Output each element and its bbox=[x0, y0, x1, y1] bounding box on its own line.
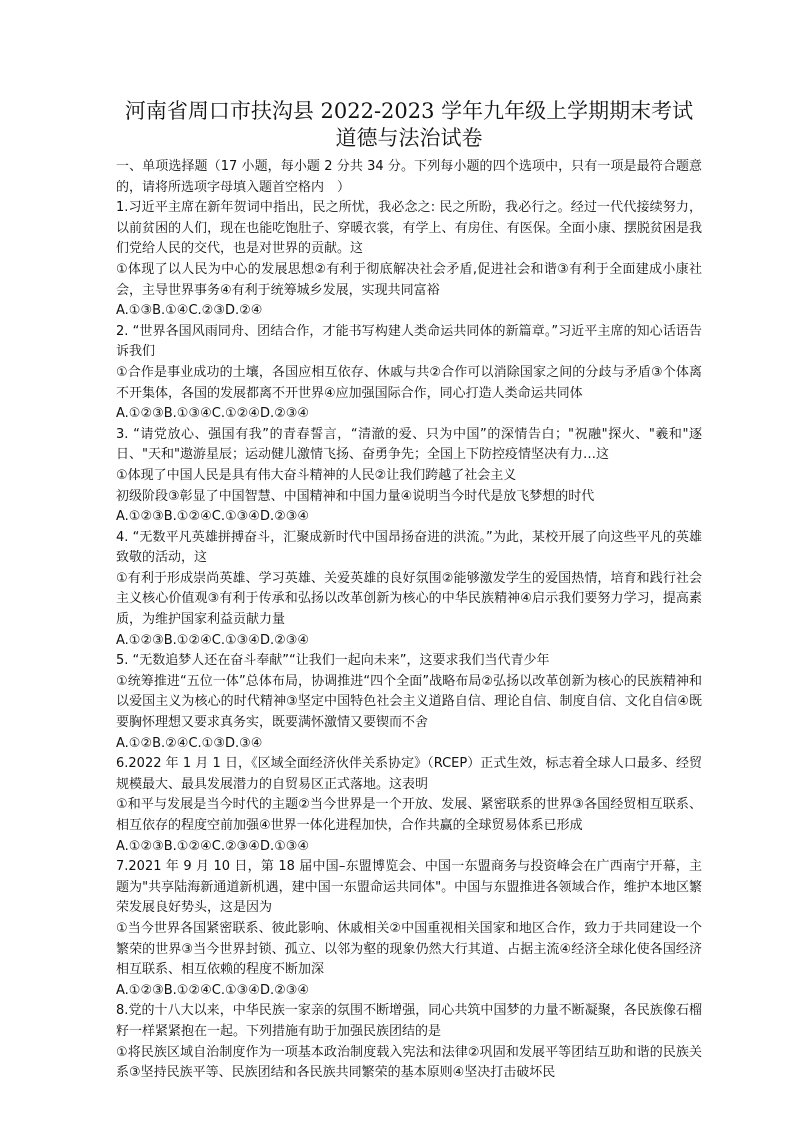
question-2 bbox=[116, 322, 702, 425]
question-statements: ①将民族区域自治制度作为一项基本政治制度载入宪法和法律②巩固和发展平等团结互助和谐的民族关系③坚持民族平等、民族团结和各民族共同繁荣的基本原则④坚决打击破坏民 bbox=[116, 1044, 702, 1081]
question-stem: 8.党的十八大以来，中华民族一家亲的氛围不断增强，同心共筑中国梦的力量不断凝聚，各民族像石榴籽一样紧紧抱在一起。下列措施有助于加强民族团结的是 bbox=[116, 1003, 702, 1039]
question-options: A.①②③B.①③④C.①②④D.②③④ bbox=[116, 406, 310, 422]
question-stem: 7.2021 年 9 月 10 日，第 18 届中国–东盟博览会、中国一东盟商务与投资峰会在广西南宁开幕，主题为"共享陆海新通道新机遇，建中国一东盟命运共同体"。中国与东盟推进各领域合作，维护本地区繁荣发展良好势头，这是因为 bbox=[116, 859, 702, 916]
question-7 bbox=[116, 857, 702, 1001]
question-stem: 5. “无数追梦人还在奋斗奉献”“让我们一起向未来”，这要求我们当代青少年 bbox=[116, 653, 550, 669]
section-instruction: 一、单项选择题（17 小题，每小题 2 分共 34 分。下列每小题的四个选项中，只有一项是最符合题意的，请将所选项字母填入题首空格内 ） bbox=[116, 159, 702, 195]
exam-subtitle: 道德与法治试卷 bbox=[335, 126, 483, 150]
question-1 bbox=[116, 198, 702, 322]
question-4 bbox=[116, 528, 702, 652]
question-6 bbox=[116, 754, 702, 857]
question-stem: 4. “无数平凡英雄拼搏奋斗，汇聚成新时代中国昂扬奋进的洪流。”为此，某校开展了向这些平凡的英雄致敬的活动，这 bbox=[116, 529, 702, 566]
question-options: A.①②③B.①②④C.②③④D.①③④ bbox=[116, 838, 310, 854]
question-statements: ①统筹推进“五位一体”总体布局，协调推进“四个全面”战略布局②弘扬以改革创新为核心的民族精神和以爱国主义为核心的时代精神③坚定中国特色社会主义道路自信、理论自信、制度自信、文化自信④既要胸怀理想又要求真务实，既要满怀激情又要锲而不舍 bbox=[116, 673, 702, 731]
question-8 bbox=[116, 1001, 702, 1083]
question-stem: 3. “请党放心、强国有我”的青春誓言，“清澈的爱、只为中国”的深情告白；"祝融"探火、"羲和"逐日、"天和"遨游星辰；运动健儿激情飞扬、奋勇争先；全国上下防控疫情坚决有力…这 bbox=[116, 426, 702, 463]
question-options: A.①②③B.①②④C.①③④D.②③④ bbox=[116, 632, 310, 648]
question-statements: ①体现了中国人民是具有伟大奋斗精神的人民②让我们跨越了社会主义 初级阶段③彰显了中国智慧、中国精神和中国力量④说明当今时代是放飞梦想的时代 bbox=[116, 467, 595, 504]
question-stem: 6.2022 年 1 月 1 日，《区域全面经济伙伴关系协定》（RCEP）正式生效，标志着全球人口最多、经贸规模最大、最具发展潜力的自贸易区正式落地。这表明 bbox=[116, 756, 702, 792]
question-options: A.①③B.①④C.②③D.②④ bbox=[116, 303, 263, 319]
question-statements: ①当今世界各国紧密联系、彼此影响、休戚相关②中国重视相关国家和地区合作，致力于共同建设一个繁荣的世界③当今世界封锁、孤立、以邻为壑的现象仍然大行其道、占据主流④经济全球化使各国经济相互联系、相互依赖的程度不断加深 bbox=[116, 920, 702, 978]
question-5 bbox=[116, 651, 702, 754]
question-statements: ①体现了以人民为中心的发展思想②有利于彻底解决社会矛盾,促进社会和谐③有利于全面建成小康社会，主导世界事务④有利于统筹城乡发展，实现共同富裕 bbox=[116, 261, 702, 298]
question-options: A.①②B.②④C.①③D.③④ bbox=[116, 735, 263, 751]
question-options: A.①②③B.①②④C.①③④D.②③④ bbox=[116, 982, 310, 998]
question-stem: 1.习近平主席在新年贺词中指出，民之所忧，我必念之: 民之所盼，我必行之。经过一代代接续努力，以前贫困的人们，现在也能吃饱肚子、穿暖衣裳，有学上、有房住、有医保。全面小康、摆脱贫困是我们党给人民的交代，也是对世界的贡献。这 bbox=[116, 200, 702, 257]
question-stem: 2. “世界各国风雨同舟、团结合作，才能书写构建人类命运共同体的新篇章。”习近平主席的知心话语告诉我们 bbox=[116, 323, 702, 360]
question-3 bbox=[116, 425, 702, 528]
question-statements: ①合作是事业成功的土壤，各国应相互依存、休戚与共②合作可以消除国家之间的分歧与矛盾③个体离不开集体，各国的发展都离不开世界④应加强国际合作，同心打造人类命运共同体 bbox=[116, 364, 702, 401]
exam-title: 河南省周口市扶沟县 2022-2023 学年九年级上学期期末考试 bbox=[124, 99, 694, 123]
exam-content bbox=[116, 157, 702, 1084]
question-statements: ①和平与发展是当今时代的主题②当今世界是一个开放、发展、紧密联系的世界③各国经贸相互联系、相互依存的程度空前加强④世界一体化进程加快，合作共赢的全球贸易体系已形成 bbox=[116, 797, 702, 833]
question-statements: ①有利于形成崇尚英雄、学习英雄、关爱英雄的良好氛围②能够激发学生的爱国热情，培育和践行社会主义核心价值观③有利于传承和弘扬以改革创新为核心的中华民族精神④启示我们要努力学习，提高素质，为维护国家利益贡献力量 bbox=[116, 570, 702, 628]
question-options: A.①②③B.①②④C.①③④D.②③④ bbox=[116, 509, 310, 525]
